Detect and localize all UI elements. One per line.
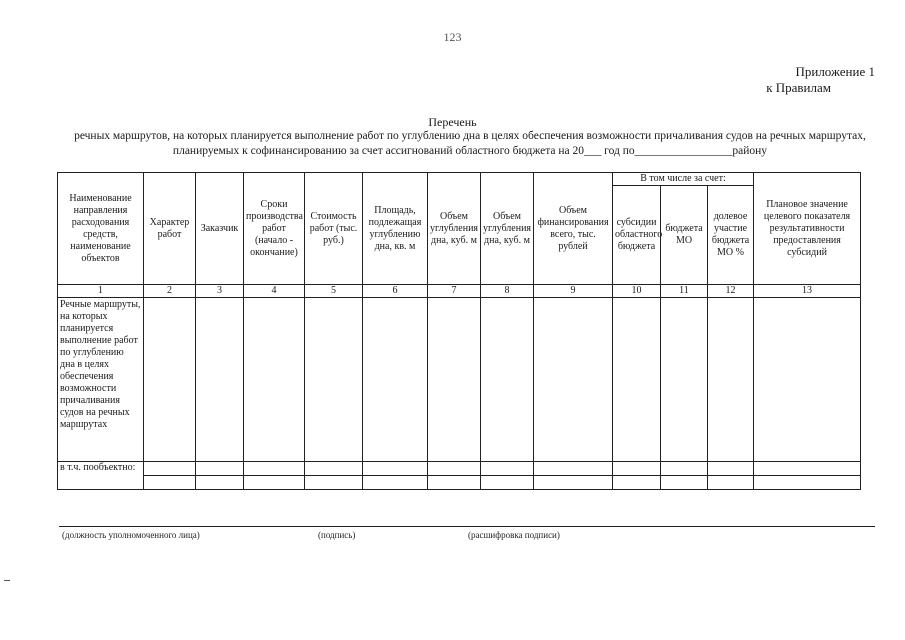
document-description: речных маршрутов, на которых планируется выполнение работ по углублению дна в целях обеспечения возможности причаливания судов на речных маршрутах, планируемых к софинансированию за счет ассигнований областного бюджета на 20___ год по_________________району <box>74 130 866 157</box>
table-cell[interactable] <box>244 462 305 476</box>
header-object-name: Наименование направления расходования средств, наименование объектов <box>58 173 144 285</box>
table-cell[interactable] <box>363 476 428 490</box>
row-main-label: Речные маршруты, на которых планируется выполнение работ по углублению дна в целях обеспечения возможности причаливания судов на речных маршрутах <box>58 298 144 462</box>
column-numbers-row <box>58 285 861 298</box>
table-cell[interactable] <box>534 298 613 462</box>
position-label: (должность уполномоченного лица) <box>62 530 200 540</box>
column-number: 2 <box>144 285 196 298</box>
table-cell[interactable] <box>613 462 661 476</box>
table-cell[interactable] <box>708 476 754 490</box>
column-number: 12 <box>708 285 754 298</box>
table-cell[interactable] <box>244 476 305 490</box>
column-number: 6 <box>363 285 428 298</box>
table-cell[interactable] <box>661 462 708 476</box>
header-dredging-volume-1: Объем углубления дна, куб. м <box>428 173 481 285</box>
header-municipal-budget: бюджета МО <box>661 186 708 285</box>
header-work-period: Сроки производства работ (начало - окончание) <box>244 173 305 285</box>
column-number: 13 <box>754 285 861 298</box>
table-cell[interactable] <box>428 462 481 476</box>
table-cell[interactable] <box>481 476 534 490</box>
table-cell[interactable] <box>481 298 534 462</box>
signature-label: (подпись) <box>318 530 356 540</box>
header-regional-subsidy: субсидии областного бюджета <box>613 186 661 285</box>
table-cell[interactable] <box>534 462 613 476</box>
header-customer: Заказчик <box>196 173 244 285</box>
column-number: 5 <box>305 285 363 298</box>
table-cell[interactable] <box>708 298 754 462</box>
table-cell[interactable] <box>244 298 305 462</box>
header-work-type: Характер работ <box>144 173 196 285</box>
table-cell[interactable] <box>661 476 708 490</box>
table-cell[interactable] <box>363 462 428 476</box>
table-cell[interactable] <box>661 298 708 462</box>
column-number: 10 <box>613 285 661 298</box>
header-dredging-volume-2: Объем углубления дна, куб. м <box>481 173 534 285</box>
table-cell[interactable] <box>613 476 661 490</box>
column-number: 3 <box>196 285 244 298</box>
column-number: 9 <box>534 285 613 298</box>
header-dredging-area: Площадь, подлежащая углублению дна, кв. м <box>363 173 428 285</box>
scan-edge-mark <box>4 580 10 581</box>
appendix-line-2: к Правилам <box>766 80 831 95</box>
routes-table <box>57 172 861 490</box>
header-work-cost: Стоимость работ (тыс. руб.) <box>305 173 363 285</box>
header-total-financing: Объем финансирования всего, тыс. рублей <box>534 173 613 285</box>
table-cell[interactable] <box>754 476 861 490</box>
appendix-reference <box>766 64 875 96</box>
document-title: Перечень <box>428 115 477 129</box>
table-cell[interactable] <box>196 298 244 462</box>
table-cell[interactable] <box>428 476 481 490</box>
table-cell[interactable] <box>196 476 244 490</box>
table-cell[interactable] <box>534 476 613 490</box>
column-number: 7 <box>428 285 481 298</box>
table-cell[interactable] <box>196 462 244 476</box>
table-cell[interactable] <box>144 462 196 476</box>
table-header-row <box>58 173 861 186</box>
table-row-main <box>58 298 861 462</box>
table-cell[interactable] <box>144 298 196 462</box>
signature-line <box>59 526 875 527</box>
table-cell[interactable] <box>305 462 363 476</box>
table-cell[interactable] <box>754 462 861 476</box>
appendix-line-1: Приложение 1 <box>795 64 875 79</box>
table-cell[interactable] <box>428 298 481 462</box>
column-number: 1 <box>58 285 144 298</box>
table-cell[interactable] <box>613 298 661 462</box>
transcript-label: (расшифровка подписи) <box>468 530 560 540</box>
column-number: 4 <box>244 285 305 298</box>
table-cell[interactable] <box>481 462 534 476</box>
table-cell[interactable] <box>708 462 754 476</box>
table-cell[interactable] <box>305 476 363 490</box>
column-number: 11 <box>661 285 708 298</box>
table-cell[interactable] <box>754 298 861 462</box>
page-number: 123 <box>443 30 462 44</box>
column-number: 8 <box>481 285 534 298</box>
header-target-indicator: Плановое значение целевого показателя результативности предоставления субсидий <box>754 173 861 285</box>
table-row-breakdown-2 <box>58 476 861 490</box>
table-cell[interactable] <box>144 476 196 490</box>
header-municipal-share: долевое участие бюджета МО % <box>708 186 754 285</box>
table-row-breakdown <box>58 462 861 476</box>
header-including-group: В том числе за счет: <box>613 173 754 186</box>
row-breakdown-label: в т.ч. пообъектно: <box>58 462 144 490</box>
table-cell[interactable] <box>363 298 428 462</box>
table-cell[interactable] <box>305 298 363 462</box>
